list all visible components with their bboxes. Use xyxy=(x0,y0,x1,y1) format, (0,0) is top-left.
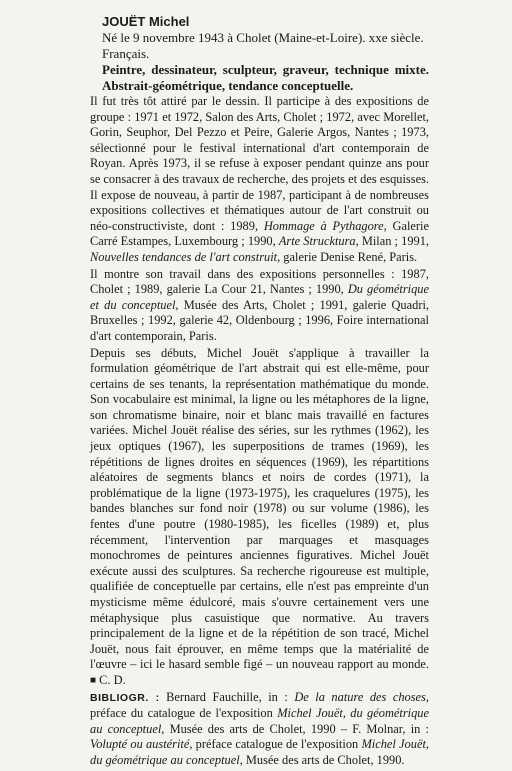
exhibition-title: Hommage à Pythagore xyxy=(263,218,384,233)
bibliography-label: BIBLIOGR. : xyxy=(90,691,160,704)
publication-title: De la nature des choses xyxy=(294,689,426,704)
text-span: , galerie Denise René, Paris. xyxy=(277,249,418,264)
text-span: Il fut très tôt attiré par le dessin. Il participe à des expositions de groupe : 1971 et 1972, Salon des Arts, Cholet ; 1972, avec Morellet, Gorin, Seuphor, Del Pezzo et Peire, Galerie Argos, Nantes ; 1973, sélectionné pour le festival international d'art contemporain de Royan. Après 1973, il se refuse à exposer pendant quinze ans pour se consacrer à des travaux de recherche, des projets et des esquisses. Il expose de nouveau, à partir de 1987, participant à de nombreuses expositions collectives et thématiques autour de l'art construit ou néo-constructiviste, dont : 1989, xyxy=(90,94,429,233)
critical-paragraph xyxy=(90,346,429,689)
author-signature xyxy=(90,673,126,687)
exhibition-title: Nouvelles tendances de l'art construit xyxy=(90,249,278,264)
nationality: Français. xyxy=(102,46,150,61)
text-span: , Musée des arts de Cholet, 1990 – F. Molnar, in : xyxy=(161,721,430,736)
text-span: , préface catalogue de l'exposition xyxy=(189,737,359,752)
publication-title: Michel Jouët, du géométrique au conceptuel xyxy=(90,706,429,736)
artist-name: JOUËT Michel xyxy=(102,14,190,29)
artist-roles: Peintre, dessinateur, sculpteur, graveur, technique mixte. Abstrait-géométrique, tendance conceptuelle. xyxy=(102,62,429,93)
solo-exhibitions-paragraph xyxy=(90,267,429,345)
author-mark-icon: ■ xyxy=(90,674,97,686)
text-span: , Galerie Carré Estampes, Luxembourg ; 1990, xyxy=(90,218,429,249)
bibliography xyxy=(90,690,429,769)
text-span: , préface du catalogue de l'exposition xyxy=(90,689,429,721)
text-span: , Musée des arts de Cholet, 1990. xyxy=(239,752,405,767)
text-span: Bernard Fauchille, in : xyxy=(166,689,288,704)
exhibition-title: Du géométrique et du conceptuel xyxy=(90,282,429,312)
text-span: Depuis ses débuts, Michel Jouët s'applique à travailler la formulation géométrique de l'art abstrait qui est elle-même, pour certains de ses tenants, la représentation mathématique du monde. Son vocabulaire est minimal, la ligne ou les métaphores de la ligne, son chromatisme binaire, noir et blanc mais travaillé en factures variées. Michel Jouët réalise des séries, sur les rythmes (1962), les jeux optiques (1967), les superpositions de trames (1969), les répétitions de lignes droites en séquences (1969), les répartitions aléatoires de segments blancs et noirs de cordes (1971), la problématique de la ligne (1973-1975), les craquelures (1975), les bandes blanches sur fond noir (1978) ou sur volume (1986), les fentes d'une poutre (1980-1985), les ficelles (1989) et, plus récemment, l'intervention par marquages et masquages monochromes de peintures anciennes figuratives. Michel Jouët exécute aussi des sculptures. Sa recherche rigoureuse est multiple, qualifiée de conceptuelle par certains, elle n'est pas empreinte d'un mysticisme même édulcoré, mais s'ouvre certainement vers une métaphysique plus casuistique que normative. Au travers principalement de la ligne et de la répétition de son tracé, Michel Jouët, nous fait éprouver, en même temps que la matérialité de l'œuvre – ici le hasard semble figé – un nouveau rapport au monde. xyxy=(90,345,429,672)
text-span: , Musée des Arts, Cholet ; 1991, galerie Quadri, Bruxelles ; 1992, galerie 42, Oldenbourg ; 1996, Foire international d'art contemporain, Paris. xyxy=(90,297,429,343)
publication-title: Volupté ou austérité xyxy=(90,737,190,752)
text-span: Il montre son travail dans des expositions personnelles : 1987, Cholet ; 1989, galerie La Cour 21, Nantes ; 1990, xyxy=(90,266,429,297)
dictionary-entry xyxy=(90,14,429,769)
exhibition-title: Arte Strucktura xyxy=(278,234,356,249)
birth-info: Né le 9 novembre 1943 à Cholet (Maine-et-Loire). xxe siècle. xyxy=(102,30,424,45)
publication-title: Michel Jouët, du géométrique au conceptuel xyxy=(90,737,429,767)
entry-header xyxy=(90,14,429,30)
text-span: , Milan ; 1991, xyxy=(355,234,429,249)
author-initials: C. D. xyxy=(99,672,126,687)
group-exhibitions-paragraph xyxy=(90,94,429,266)
